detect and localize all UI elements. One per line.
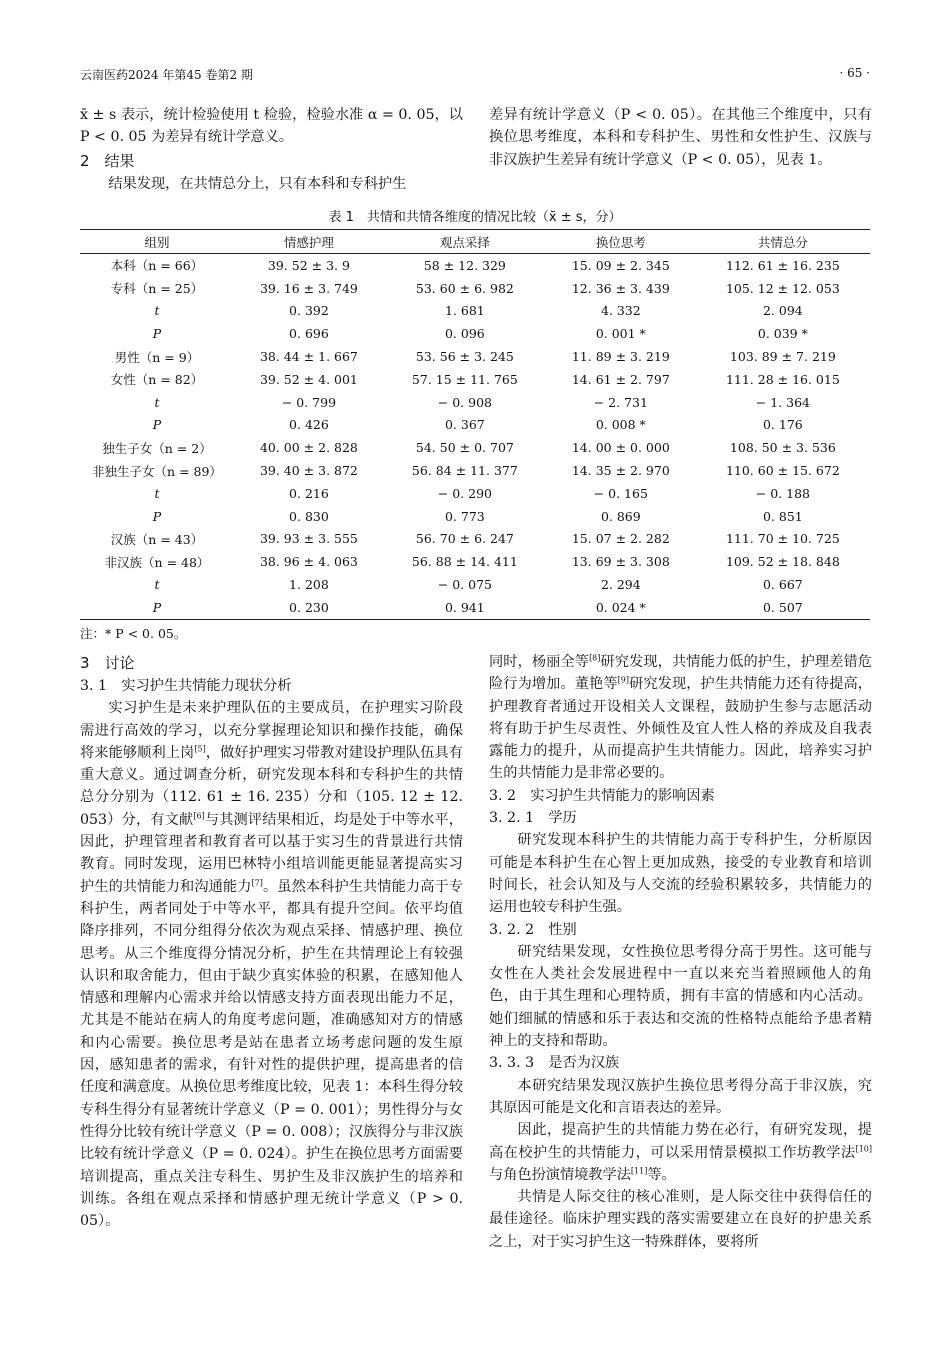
col-header-position-thinking: 换位思考 [546, 230, 696, 254]
paragraph-text: 等。 [647, 1166, 676, 1183]
table-cell: 0. 230 [234, 596, 384, 619]
table-cell: − 2. 731 [593, 394, 648, 410]
citation-5: [5] [194, 744, 206, 754]
table-row [80, 391, 870, 414]
table-cell: 103. 89 ± 7. 219 [729, 349, 836, 365]
stats-method-paragraph: x̄ ± s 表示，统计检验使用 t 检验，检验水准 α = 0. 05，以 P < 0. 05 为差异有统计学意义。 [80, 107, 463, 146]
subsection-3-2-1-title: 3. 2. 1 学历 [489, 810, 577, 827]
table-cell: 56. 70 ± 6. 247 [415, 531, 514, 547]
section-3-title: 3 讨论 [80, 654, 135, 672]
table-cell: 12. 36 ± 3. 439 [571, 280, 670, 296]
paragraph-text: 研究发现，共情能力低的护生，护理差错危险行为增加。董艳等 [489, 654, 872, 693]
subsection-3-2-2-title: 3. 2. 2 性别 [489, 921, 577, 938]
running-header-journal: 云南医药2024 年第45 卷第2 期 [80, 68, 253, 82]
col-header-group: 组别 [80, 230, 234, 254]
table-row [80, 550, 870, 573]
table-row [80, 345, 870, 368]
table-row [80, 322, 870, 345]
table-cell: 112. 61 ± 16. 235 [725, 257, 840, 273]
discussion-paragraph-1 [80, 697, 463, 1232]
paragraph-text: 与角色扮演情境教学法 [489, 1166, 631, 1183]
table-cell: t [154, 303, 160, 319]
table-cell: 15. 09 ± 2. 345 [571, 257, 670, 273]
table-cell: 14. 35 ± 2. 970 [571, 463, 670, 479]
table-cell: 本科（n = 66） [110, 258, 204, 274]
table-row [80, 277, 870, 300]
table-cell: 109. 52 ± 18. 848 [725, 554, 840, 570]
col-header-total-empathy: 共情总分 [696, 230, 870, 254]
table-cell: P [152, 508, 162, 524]
table-cell: 非汉族（n = 48） [104, 554, 210, 570]
citation-7: [7] [251, 877, 263, 887]
table-cell: 0. 696 [289, 326, 329, 342]
table-cell: 0. 941 [384, 596, 546, 619]
table-row [80, 436, 870, 459]
right-column [489, 651, 872, 1253]
citation-9: [9] [617, 675, 629, 685]
table-cell: 39. 40 ± 3. 872 [259, 463, 358, 479]
subsection-3-2-title: 3. 2 实习护生共情能力的影响因素 [489, 787, 715, 804]
table-cell: 0. 216 [289, 485, 329, 501]
results-table [80, 229, 870, 620]
table-note: 注：* P < 0. 05。 [80, 626, 187, 641]
table-title: 表 1 共情和共情各维度的情况比较（x̄ ± s，分） [328, 210, 622, 225]
table-cell: 2. 094 [762, 303, 803, 319]
gender-paragraph: 研究结果发现，女性换位思考得分高于男性。这可能与女性在人类社会发展进程中一直以来充当着照顾他人的角色，由于其生理和心理特质，拥有丰富的情感和内心活动。她们细腻的情感和乐于表达和交流的性格特点能给予患者精神上的支持和帮助。 [489, 943, 872, 1050]
teaching-methods-paragraph [489, 1119, 872, 1186]
table-cell: 0. 830 [289, 508, 329, 524]
table-row [80, 482, 870, 505]
table-cell: 2. 294 [600, 577, 641, 593]
paragraph-text: 与其测评结果相近，均是处于中等水平，因此，护理管理者和教育者可以基于实习生的背景进行共情教育。同时发现，运用巴林特小组培训能更能显著提高实习护生的共情能力和沟通能力 [80, 811, 463, 895]
table-header-row [80, 230, 870, 254]
table-cell: P [152, 417, 162, 433]
table-cell: 56. 84 ± 11. 377 [411, 463, 518, 479]
table-row [80, 596, 870, 619]
section-2-title: 2 结果 [80, 151, 135, 170]
paragraph-text: 实习护生是未来护理队伍的主要成员，在护理实习阶段需进行高效的学习，以充分掌握理论知识和操作技能，确保将来能够顺利上岗 [80, 700, 463, 761]
table-cell: 0. 024 * [546, 596, 696, 619]
table-cell: 39. 52 ± 3. 9 [267, 257, 350, 273]
table-cell: 110. 60 ± 15. 672 [725, 463, 840, 479]
table-cell: 11. 89 ± 3. 219 [571, 349, 670, 365]
paragraph-text: 。虽然本科护生共情能力高于专科护生，两者同处于中等水平，都具有提升空间。依平均值降序排列，不同分组得分依次为观点采择、情感护理、换位思考。从三个维度得分情况分析，护生在共情理论上有较强认识和取舍能力，但由于缺少真实体验的积累，在感知他人情感和理解内心需求并给以情感支持方面表现出能力不足，尤其是不能站在病人的角度考虑问题，准确感知对方的情感和内心需要。换位思考是站在患者立场考虑问题的发生原因，感知患者的需求，有针对性的提供护理，提高患者的信任度和满意度。从换位思考维度比较，见表 1：本科生得分较专科生得分有显著统计学意义（P = 0. 001）；男性得分与女性得分比较有统计学意义（P = 0. 008）；汉族得分与非汉族比较有统计学意义（P = 0. 024）。护生在换位思考方面需要培训提高，重点关注专科生、男护生及非汉族护生的培养和训练。各组在观点采择和情感护理无统计学意义（P > 0. 05）。 [80, 878, 463, 1230]
table-cell: 14. 00 ± 0. 000 [571, 440, 670, 456]
table-cell: 39. 93 ± 3. 555 [259, 531, 358, 547]
table-row [80, 505, 870, 528]
table-cell: 57. 15 ± 11. 765 [411, 371, 518, 387]
table-cell: 专科（n = 25） [110, 281, 204, 297]
table-row [80, 254, 870, 277]
table-row [80, 414, 870, 437]
table-cell: 15. 07 ± 2. 282 [571, 531, 670, 547]
table-cell: − 0. 290 [437, 485, 492, 501]
citation-8: [8] [589, 653, 601, 663]
table-cell: 56. 88 ± 14. 411 [411, 554, 518, 570]
top-left-column [80, 104, 463, 195]
paragraph-text: ，做好护理实习带教对建设护理队伍具有重大意义。通过调查分析，研究发现本科和专科护生的共情总分分别为（112. 61 ± 16. 235）分和（105. 12 ± 12. 053）分，有文献 [80, 744, 463, 828]
table-cell: 1. 208 [289, 577, 329, 593]
table-cell: 0. 001 * [595, 326, 646, 342]
table-cell: t [154, 577, 160, 593]
col-header-perspective-taking: 观点采择 [384, 230, 546, 254]
education-paragraph: 研究发现本科护生的共情能力高于专科护生，分析原因可能是本科护生在心智上更加成熟，接受的专业教育和培训时间长，社会认知及与人交流的经验积累较多，共情能力的运用也较专科护生强。 [489, 832, 872, 916]
table-cell: 40. 00 ± 2. 828 [259, 440, 358, 456]
table-cell: t [154, 485, 160, 501]
table-cell: 0. 096 [444, 326, 485, 342]
citation-6: [6] [193, 811, 205, 821]
table-cell: − 1. 364 [755, 394, 810, 410]
table-cell: 0. 039 * [757, 326, 808, 342]
table-row [80, 528, 870, 551]
table-cell: 13. 69 ± 3. 308 [571, 554, 670, 570]
discussion-continued-paragraph [489, 651, 872, 785]
table-cell: 0. 507 [696, 596, 870, 619]
table-cell: 39. 52 ± 4. 001 [259, 371, 358, 387]
table-cell: 39. 16 ± 3. 749 [259, 280, 358, 296]
table-cell: − 0. 908 [437, 394, 492, 410]
paragraph-text: 研究发现，护生共情能力还有待提高，护理教育者通过开设相关人文课程，鼓励护生参与志愿活动将有助于护生尽责性、外倾性及宜人性人格的养成及自我表露能力的提升，从而提高护生共情能力。因此，培养实习护生的共情能力是非常必要的。 [489, 676, 872, 782]
table-cell: t [154, 394, 160, 410]
table-cell: 独生子女（n = 2） [102, 440, 212, 456]
table-cell: 53. 56 ± 3. 245 [415, 349, 514, 365]
table-cell: 0. 392 [289, 303, 329, 319]
table-cell: 108. 50 ± 3. 536 [729, 440, 836, 456]
citation-11: [11] [630, 1166, 648, 1176]
table-cell: 女性（n = 82） [110, 372, 204, 388]
table-cell: 0. 851 [762, 508, 803, 524]
subsection-3-3-3-title: 3. 3. 3 是否为汉族 [489, 1055, 620, 1072]
table-cell: 105. 12 ± 12. 053 [725, 280, 840, 296]
table-cell: P [152, 326, 162, 342]
table-cell: 0. 773 [444, 508, 485, 524]
citation-10: [10] [855, 1143, 872, 1153]
table-cell: − 0. 188 [755, 485, 810, 501]
table-cell: 0. 367 [444, 417, 485, 433]
table-cell: 38. 96 ± 4. 063 [259, 554, 358, 570]
table-cell: − 0. 799 [281, 394, 337, 410]
table-cell: 0. 426 [289, 417, 329, 433]
table-cell: 0. 869 [600, 508, 641, 524]
table-cell: 54. 50 ± 0. 707 [415, 440, 514, 456]
paragraph-text: 因此，提高护生的共情能力势在必行，有研究发现，提高在校护生的共情能力，可以采用情景模拟工作坊教学法 [489, 1122, 872, 1161]
ethnicity-paragraph: 本研究结果发现汉族护生换位思考得分高于非汉族，究其原因可能是文化和言语表达的差异。 [489, 1077, 872, 1116]
table-cell: 汉族（n = 43） [110, 531, 204, 547]
table-cell: 53. 60 ± 6. 982 [415, 280, 514, 296]
table-cell: 1. 681 [444, 303, 485, 319]
results-paragraph: 结果发现，在共情总分上，只有本科和专科护生 [108, 175, 407, 192]
empathy-core-paragraph: 共情是人际交往的核心准则，是人际交往中获得信任的最佳途径。临床护理实践的落实需要建立在良好的护患关系之上，对于实习护生这一特殊群体，要将所 [489, 1189, 872, 1250]
table-row [80, 459, 870, 482]
table-cell: 男性（n = 9） [114, 349, 200, 365]
table-cell: 0. 176 [762, 417, 803, 433]
results-continued-paragraph: 差异有统计学意义（P < 0. 05）。在其他三个维度中，只有换位思考维度，本科和专科护生、男性和女性护生、汉族与非汉族护生差异有统计学意义（P < 0. 05），见表 1。 [489, 107, 872, 168]
table-cell: − 0. 165 [593, 485, 648, 501]
table-row [80, 368, 870, 391]
table-row [80, 300, 870, 323]
table-cell: 4. 332 [600, 303, 641, 319]
table-cell: − 0. 075 [437, 577, 492, 593]
table-cell: P [80, 596, 234, 619]
left-column [80, 651, 463, 1232]
table-cell: 38. 44 ± 1. 667 [259, 349, 358, 365]
table-cell: 0. 008 * [595, 417, 646, 433]
table-cell: 111. 70 ± 10. 725 [725, 531, 840, 547]
table-cell: 14. 61 ± 2. 797 [571, 371, 670, 387]
table-cell: 58 ± 12. 329 [423, 257, 506, 273]
subsection-3-1-title: 3. 1 实习护生共情能力现状分析 [80, 678, 292, 694]
table-cell: 非独生子女（n = 89） [92, 463, 222, 479]
page-number: · 65 · [839, 66, 870, 80]
table-row [80, 573, 870, 596]
top-right-column [489, 104, 872, 171]
col-header-emotional-care: 情感护理 [234, 230, 384, 254]
paragraph-text: 同时，杨丽全等 [489, 654, 590, 670]
table-cell: 111. 28 ± 16. 015 [725, 371, 840, 387]
table-cell: 0. 667 [762, 577, 803, 593]
